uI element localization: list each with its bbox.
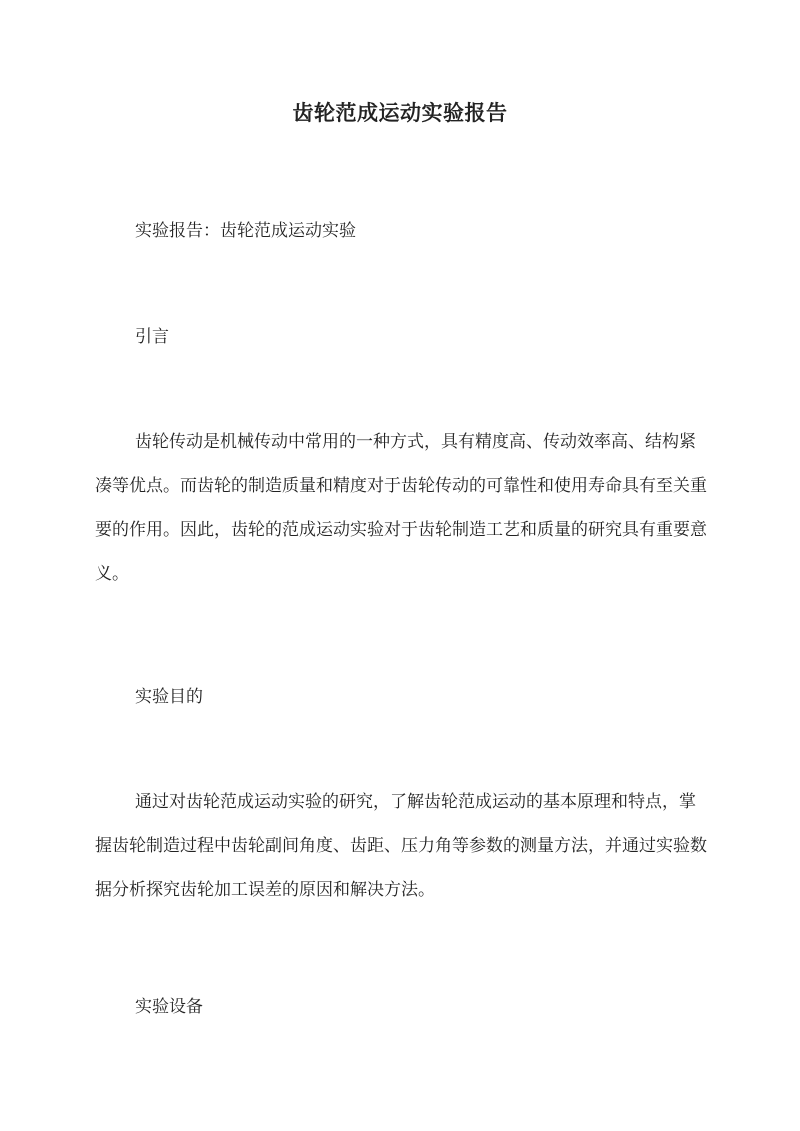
section-heading-purpose: 实验目的 (135, 687, 203, 707)
section-heading-introduction: 引言 (135, 327, 169, 347)
section-body-introduction: 齿轮传动是机械传动中常用的一种方式，具有精度高、传动效率高、结构紧凑等优点。而齿轮的制造质量和精度对于齿轮传动的可靠性和使用寿命具有至关重要的作用。因此，齿轮的范成运动实验对于齿轮制造工艺和质量的研究具有重要意义。 (95, 432, 707, 584)
section-heading-equipment: 实验设备 (135, 997, 203, 1017)
section-body-purpose: 通过对齿轮范成运动实验的研究，了解齿轮范成运动的基本原理和特点，掌握齿轮制造过程中齿轮副间角度、齿距、压力角等参数的测量方法，并通过实验数据分析探究齿轮加工误差的原因和解决方法。 (95, 792, 707, 900)
report-label: 实验报告：齿轮范成运动实验 (135, 221, 356, 241)
document-title: 齿轮范成运动实验报告 (292, 100, 508, 125)
